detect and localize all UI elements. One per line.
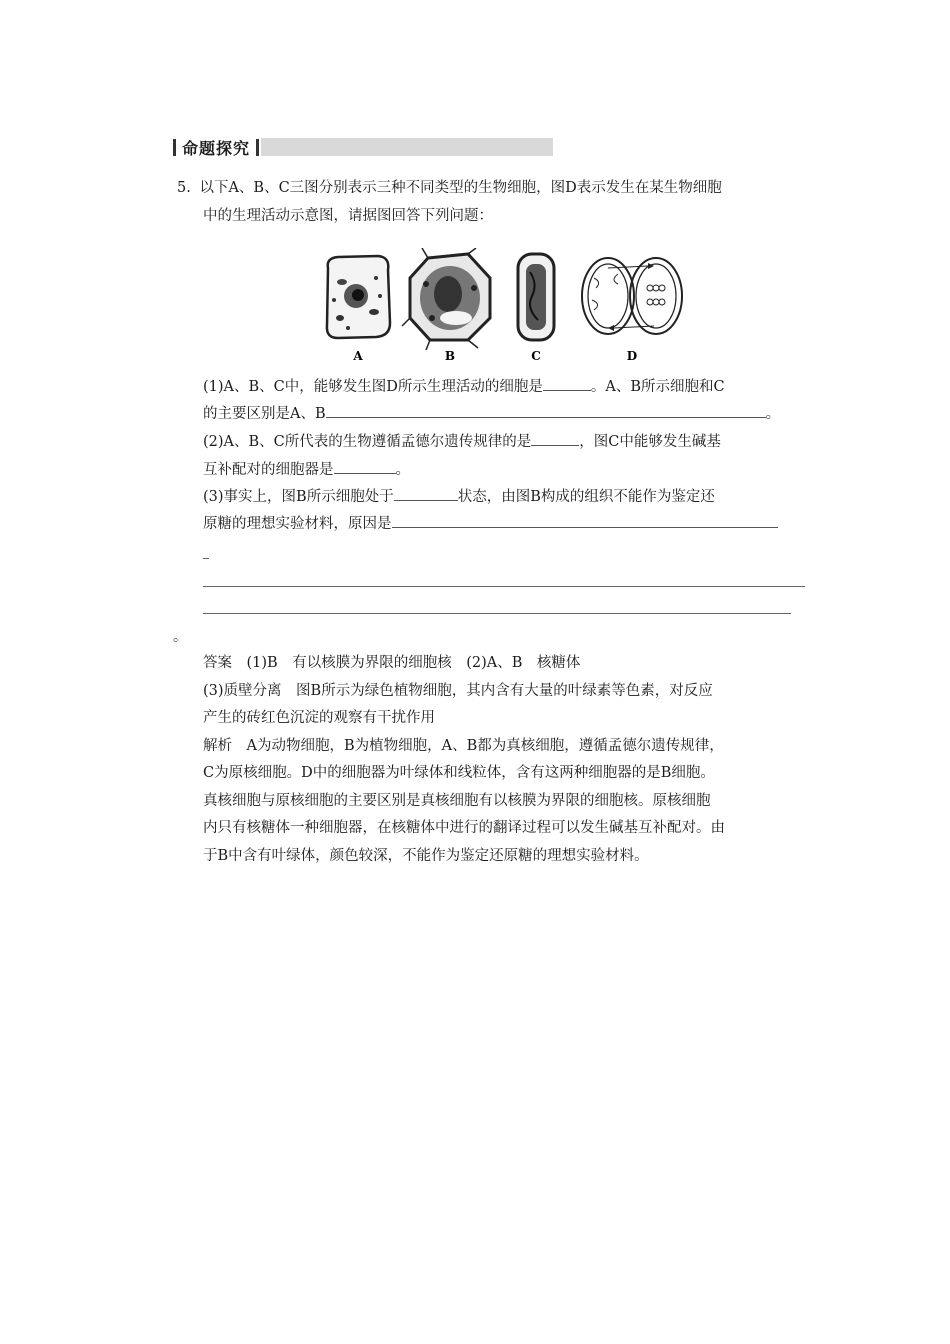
part1-text-b: 。A、B所示细胞和C (590, 379, 725, 395)
question-stem-text1: 以下A、B、C三图分别表示三种不同类型的生物细胞，图D表示发生在某生物细胞 (199, 180, 722, 196)
question-stem-line1 (177, 178, 722, 198)
part2-text-b: ，图C中能够发生碱基 (579, 434, 721, 450)
part3-text-c: 原糖的理想实验材料，原因是 (203, 516, 392, 532)
question-stem-line2: 中的生理活动示意图，请据图回答下列问题： (203, 208, 493, 224)
cell-b-drawing (402, 248, 490, 350)
part2-line2 (203, 459, 410, 480)
cell-c-drawing (518, 254, 554, 340)
part3-text-b: 状态，由图B构成的组织不能作为鉴定还 (457, 489, 715, 505)
answer-line-1[interactable] (203, 586, 805, 587)
section-title: 命题探究 (182, 138, 251, 158)
answer-line-2[interactable] (203, 613, 791, 614)
answer-blank-6[interactable] (392, 513, 778, 528)
answer-blank-4[interactable] (334, 459, 396, 474)
part3-text-a: (3)事实上，图B所示细胞处于 (203, 489, 394, 505)
cell-d-drawing (582, 258, 682, 334)
part2-line1 (203, 431, 721, 452)
answer-blank-2[interactable] (326, 403, 766, 418)
figure-label-d: D (626, 349, 638, 363)
part2-text-c: 互补配对的细胞器是 (203, 462, 334, 478)
answer-line2: (3)质壁分离 图B所示为绿色植物细胞，其内含有大量的叶绿素等色素，对反应 (203, 683, 713, 699)
part1-text-d: 。 (765, 406, 781, 422)
analysis-line4: 内只有核糖体一种细胞器，在核糖体中进行的翻译过程可以发生碱基互补配对。由 (203, 820, 725, 836)
header-bar-left (173, 139, 176, 156)
analysis-line1: 解析 A为动物细胞，B为植物细胞，A、B都为真核细胞，遵循孟德尔遗传规律， (203, 738, 724, 754)
section-header (173, 136, 553, 158)
answer-line3: 产生的砖红色沉淀的观察有干扰作用 (203, 710, 435, 726)
header-fill (261, 138, 553, 156)
figure-label-c: C (531, 349, 541, 363)
part3-line1 (203, 486, 715, 507)
cell-a-drawing (327, 256, 390, 338)
question-number: 5. (177, 180, 191, 196)
header-bar-right (256, 139, 259, 156)
answer-line-stub (203, 558, 209, 559)
figure-label-a: A (353, 349, 363, 363)
figure-label-b: B (444, 349, 456, 363)
cell-figure-svg (318, 248, 688, 366)
part2-text-d: 。 (395, 462, 410, 478)
part1-text-a: (1)A、B、C中，能够发生图D所示生理活动的细胞是 (203, 379, 543, 395)
part2-text-a: (2)A、B、C所代表的生物遵循孟德尔遗传规律的是 (203, 434, 532, 450)
part3-line2 (203, 513, 778, 534)
cell-figure (318, 248, 688, 366)
part1-text-c: 的主要区别是A、B (203, 406, 326, 422)
end-period: 。 (173, 629, 187, 645)
analysis-line5: 于B中含有叶绿体，颜色较深，不能作为鉴定还原糖的理想实验材料。 (203, 848, 649, 864)
part1-line2 (203, 403, 780, 424)
part1-line1 (203, 376, 725, 397)
answer-line1: 答案 (1)B 有以核膜为界限的细胞核 (2)A、B 核糖体 (203, 655, 581, 671)
answer-blank-1[interactable] (543, 376, 591, 391)
analysis-line2: C为原核细胞。D中的细胞器为叶绿体和线粒体，含有这两种细胞器的是B细胞。 (203, 765, 715, 781)
answer-blank-5[interactable] (394, 486, 458, 501)
analysis-line3: 真核细胞与原核细胞的主要区别是真核细胞有以核膜为界限的细胞核。原核细胞 (203, 793, 711, 809)
answer-blank-3[interactable] (531, 431, 579, 446)
